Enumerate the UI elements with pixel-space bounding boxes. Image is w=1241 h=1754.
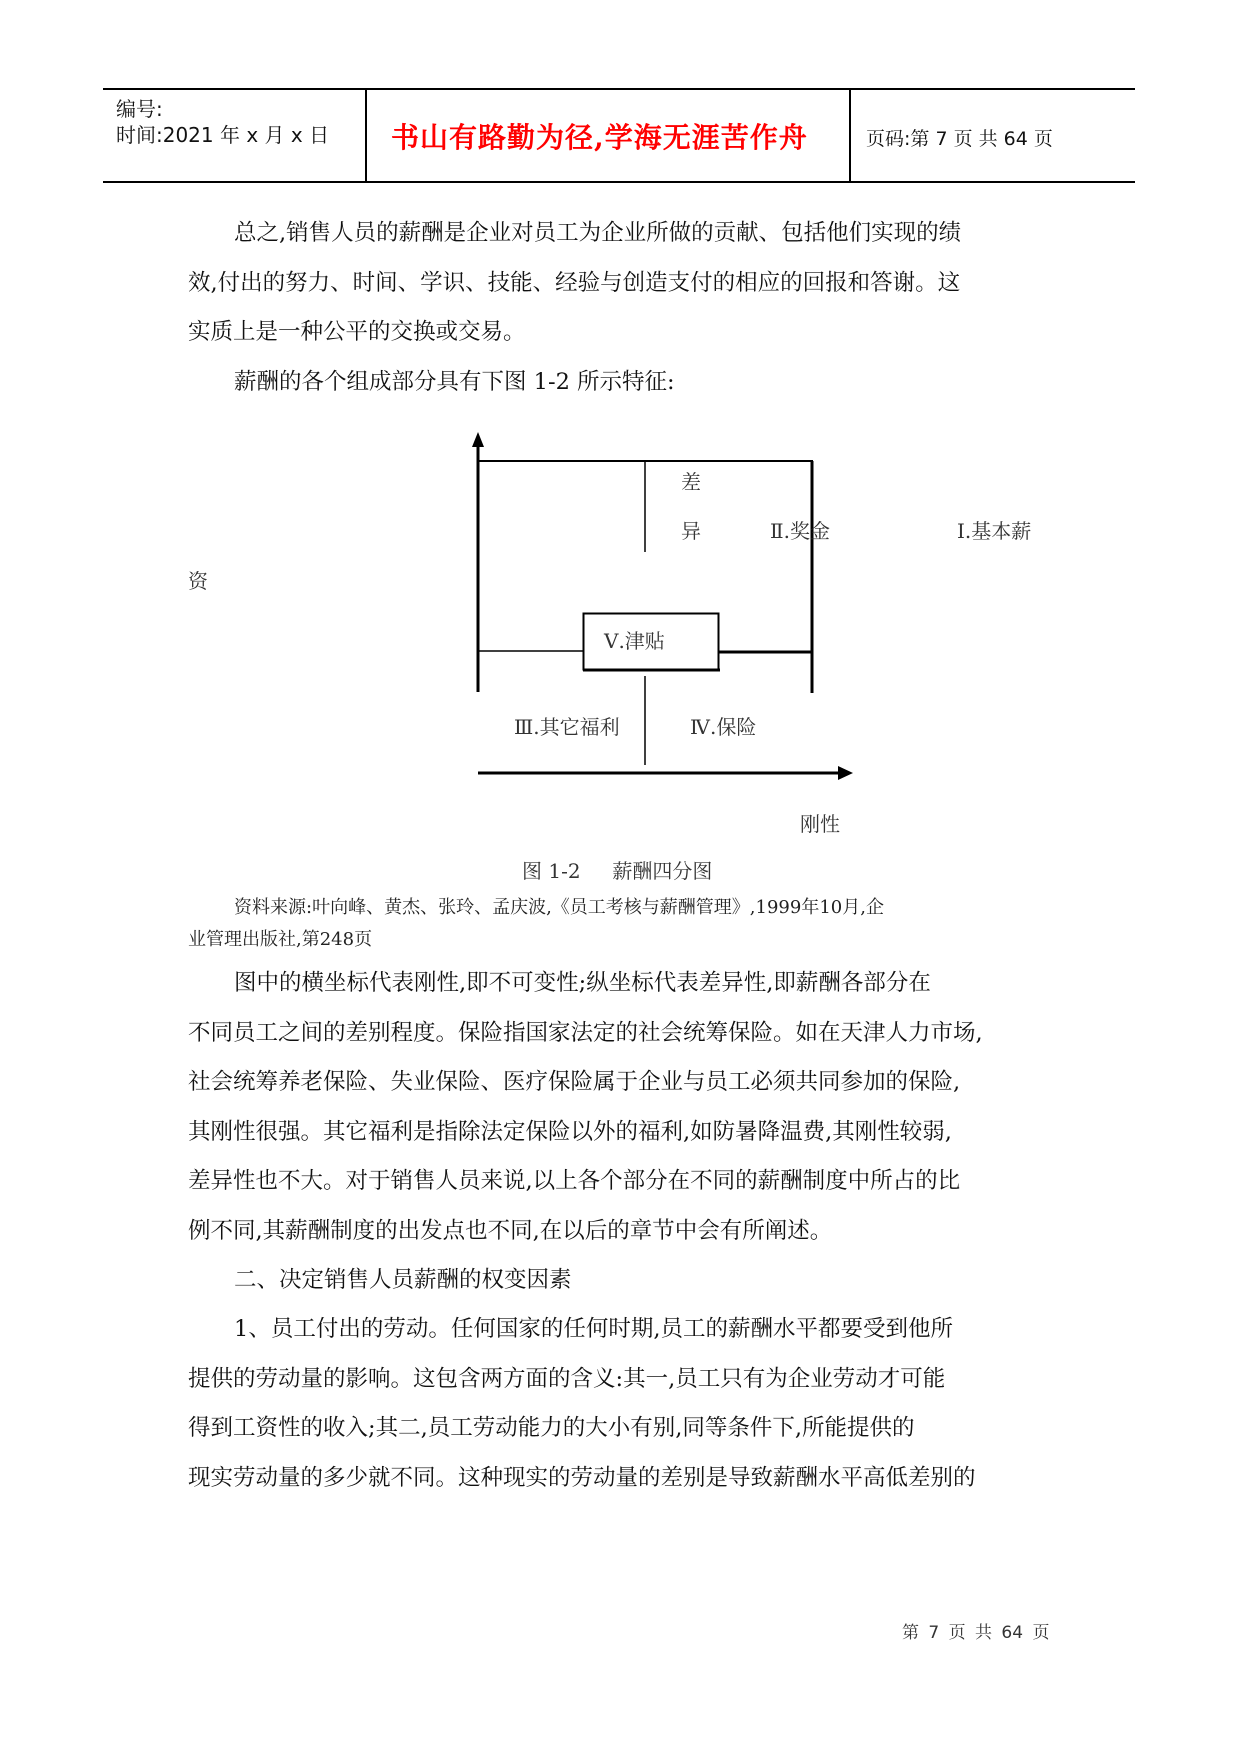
label-difference-cha: 差 [681,470,701,494]
label-other-welfare: Ⅲ.其它福利 [514,715,620,739]
heading-text: 二、决定销售人员薪酬的权变因素 [234,1267,572,1293]
text-line: 实质上是一种公平的交换或交易。 [188,319,526,345]
text-line: 不同员工之间的差别程度。保险指国家法定的社会统筹保险。如在天津人力市场, [188,1019,983,1046]
paragraph-labor-factor [188,1305,1058,1503]
x-axis-arrowhead [838,766,853,780]
y-axis-arrowhead [472,432,484,447]
text-line: 总之,销售人员的薪酬是企业对员工为企业所做的贡献、包括他们实现的绩 [234,220,962,246]
label-difference-yi: 异 [681,519,701,543]
label-base-salary-wrap: 资 [188,569,208,593]
doc-date: 时间:2021 年 x 月 x 日 [116,123,330,147]
label-allowance: Ⅴ.津贴 [604,629,665,653]
figure-caption: 图 1-2 薪酬四分图 [522,859,713,883]
paragraph-figure-explanation [188,959,1058,1256]
doc-number-label: 编号: [116,97,163,121]
text-line: 得到工资性的收入;其二,员工劳动能力的大小有别,同等条件下,所能提供的 [188,1415,915,1441]
x-axis-label: 刚性 [800,812,840,836]
text-line: 社会统筹养老保险、失业保险、医疗保险属于企业与员工必须共同参加的保险, [188,1069,961,1095]
label-bonus: Ⅱ.奖金 [770,519,830,543]
text-line: 提供的劳动量的影响。这包含两方面的含义:其一,员工只有为企业劳动才可能 [188,1365,946,1392]
label-base-salary: Ⅰ.基本薪 [957,519,1032,543]
text-line: 现实劳动量的多少就不同。这种现实的劳动量的差别是导致薪酬水平高低差别的 [188,1464,976,1491]
header-motto: 书山有路勤为径,学海无涯苦作舟 [391,121,808,154]
figure-source [188,892,884,956]
text-line: 1、员工付出的劳动。任何国家的任何时期,员工的薪酬水平都要受到他所 [234,1316,953,1342]
text-line: 例不同,其薪酬制度的出发点也不同,在以后的章节中会有所阐述。 [188,1217,833,1244]
text-line: 图中的横坐标代表刚性,即不可变性;纵坐标代表差异性,即薪酬各部分在 [234,970,931,996]
text-line: 效,付出的努力、时间、学识、技能、经验与创造支付的相应的回报和答谢。这 [188,269,961,296]
header-page-number: 页码:第 7 页 共 64 页 [866,128,1053,150]
label-insurance: Ⅳ.保险 [690,715,757,739]
text-line: 薪酬的各个组成部分具有下图 1-2 所示特征: [234,369,675,395]
source-line: 资料来源:叶向峰、黄杰、张玲、孟庆波,《员工考核与薪酬管理》,1999年10月,企 [234,897,884,918]
section-heading [188,1256,1058,1306]
footer-page-number: 第 7 页 共 64 页 [902,1623,1050,1643]
source-line: 业管理出版社,第248页 [188,929,373,950]
text-line: 其刚性很强。其它福利是指除法定保险以外的福利,如防暑降温费,其刚性较弱, [188,1118,952,1145]
text-line: 差异性也不大。对于销售人员来说,以上各个部分在不同的薪酬制度中所占的比 [188,1168,961,1194]
